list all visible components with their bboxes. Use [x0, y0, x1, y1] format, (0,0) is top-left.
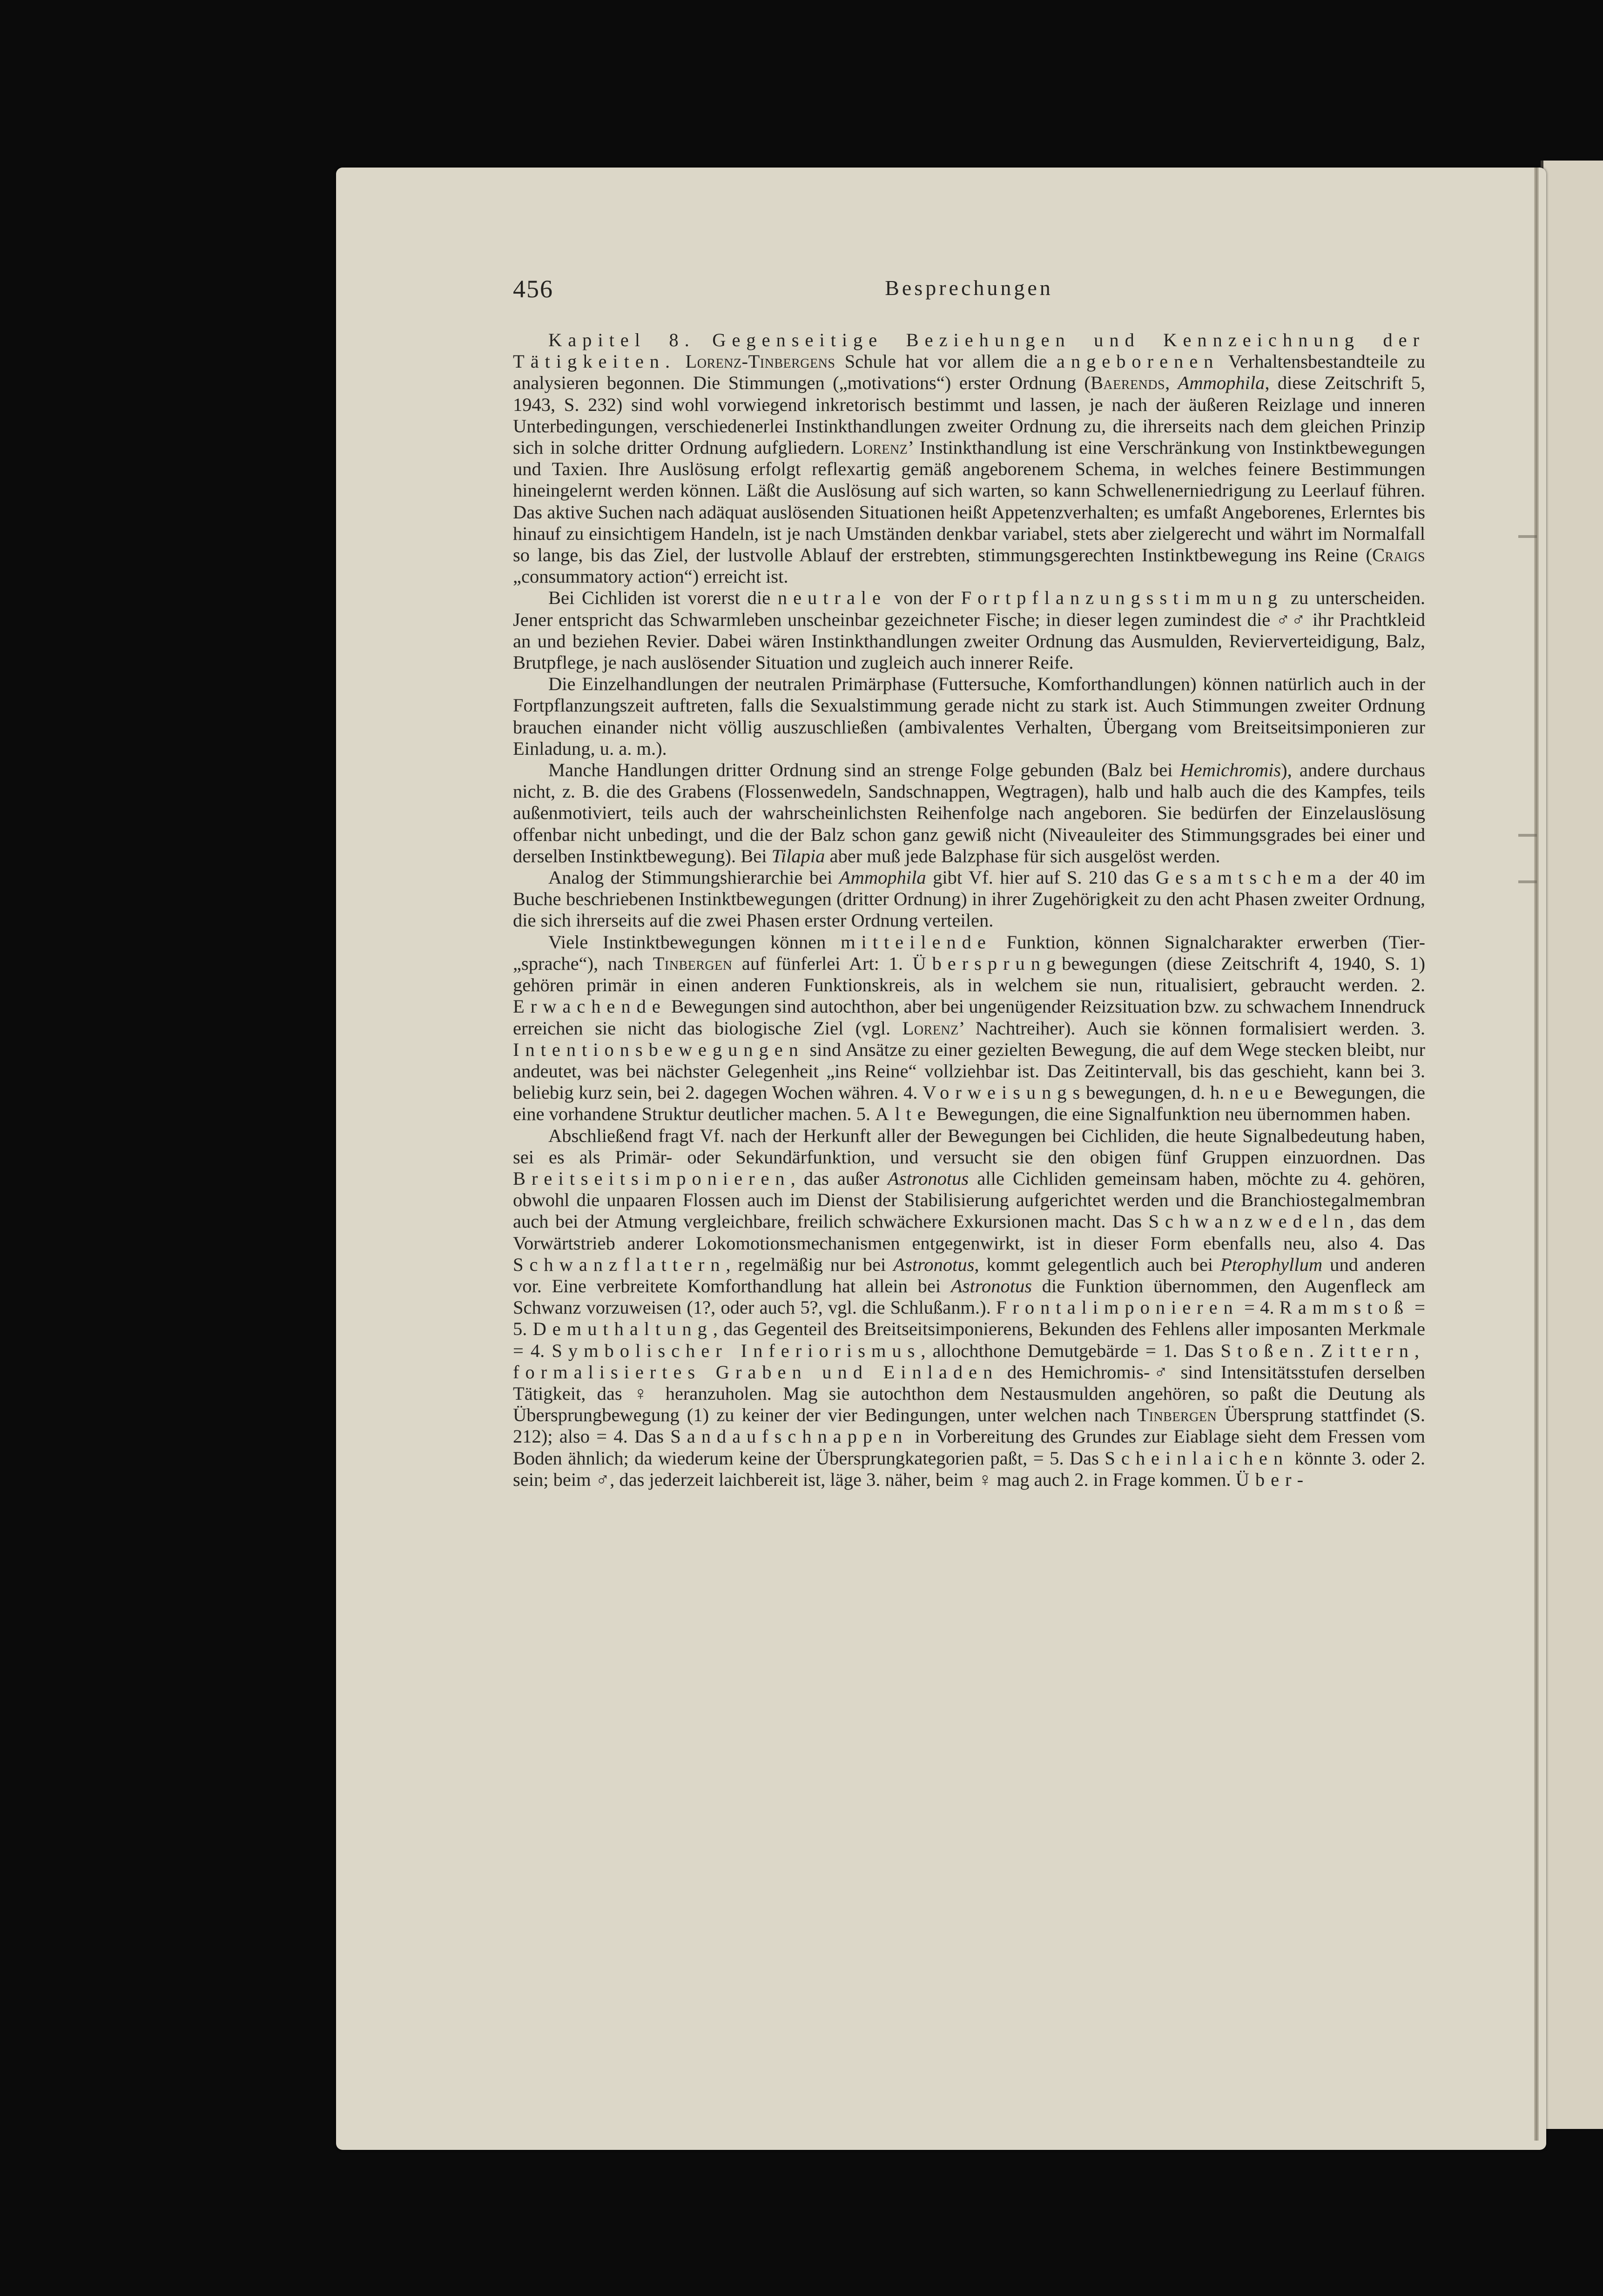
- spaced-emphasis: angeborenen: [1056, 351, 1219, 372]
- page-gutter: [1534, 168, 1539, 2141]
- italic-term: Tilapia: [771, 845, 825, 866]
- spaced-emphasis: Vorweisungs: [923, 1082, 1086, 1103]
- author-name: Lorenz-Tinbergens: [685, 351, 835, 372]
- running-head: Besprechungen: [885, 276, 1053, 300]
- spaced-emphasis: Symbolischer Inferiorismus: [552, 1340, 921, 1361]
- author-name: Lorenz: [851, 437, 908, 458]
- italic-term: Ammophila: [839, 867, 926, 888]
- author-name: Baerends: [1090, 372, 1165, 394]
- italic-term: Astronotus: [893, 1254, 975, 1275]
- spaced-emphasis: Sandaufschnappen: [670, 1426, 909, 1447]
- spaced-emphasis: Schwanzflattern: [513, 1254, 726, 1275]
- italic-term: Astronotus: [888, 1168, 969, 1189]
- author-name: Craigs: [1372, 544, 1425, 566]
- spaced-emphasis: Rammstoß: [1279, 1297, 1409, 1318]
- spaced-emphasis: Gesamtschema: [1155, 867, 1342, 888]
- italic-term: Hemichromis: [1180, 759, 1281, 781]
- paragraph: Analog der Stimmungshierarchie bei Ammophila gibt Vf. hier auf S. 210 das Gesamtschema der 40 im Buche beschriebenen Instinktbewegungen (dritter Ordnung) in ihrer Zugehörigkeit zu den acht Phasen zweiter Ordnung, die sich ihrerseits auf die zwei Phasen erster Ordnung verteilen.: [513, 867, 1426, 931]
- spaced-emphasis: Kapitel 8.: [548, 329, 695, 350]
- spaced-emphasis: mitteilende: [841, 931, 992, 953]
- review-text: [513, 329, 1425, 1800]
- spaced-emphasis: Erwachende: [513, 996, 667, 1017]
- spaced-emphasis: neue: [1229, 1082, 1289, 1103]
- spaced-emphasis: Frontalimponieren: [996, 1297, 1239, 1318]
- paragraph: Bei Cichliden ist vorerst die neutrale von der Fortpflanzungsstimmung zu unterscheiden. Jener entspricht das Schwarmleben unscheinbar gezeichneter Fische; in dieser legen zumindest die ♂♂ ihr Prachtkleid an und beziehen Revier. Dabei wären Instinkthandlungen zweiter Ordnung das Ausmulden, Revierverteidigung, Balz, Brutpflege, je nach auslösender Situation und zugleich auch innerer Reife.: [513, 587, 1425, 673]
- paragraph: Viele Instinktbewegungen können mitteilende Funktion, können Signalcharakter erwerben (Tier-„sprache“), nach Tinbergen auf fünferlei Art: 1. Übersprungbewegungen (diese Zeitschrift 4, 1940, S. 1) gehören primär in einen anderen Funktionskreis, als in welchem sie nun, ritualisiert, gebraucht werden. 2. Erwachende Bewegungen sind autochthon, aber bei ungenügender Reizsituation bzw. zu schwachem Innendruck erreichen sie nicht das biologische Ziel (vgl. Lorenz’ Nachtreiher). Auch sie können formalisiert werden. 3. Intentionsbewegungen sind Ansätze zu einer gezielten Bewegung, die auf dem Wege stecken bleibt, nur andeutet, was bei nächster Gelegenheit „ins Reine“ vollziehbar ist. Das Zeitintervall, bis das geschieht, kann bei 3. beliebig kurz sein, bei 2. dagegen Wochen währen. 4. Vorweisungsbewegungen, d. h. neue Bewegungen, die eine vorhandene Struktur deutlicher machen. 5. Alte Bewegungen, die eine Signalfunktion neu übernommen haben.: [513, 931, 1426, 1125]
- italic-term: Ammophila: [1178, 372, 1265, 394]
- spaced-emphasis: Intentionsbewegungen: [513, 1039, 804, 1060]
- margin-mark: [1518, 880, 1537, 883]
- paragraph: Manche Handlungen dritter Ordnung sind an strenge Folge gebunden (Balz bei Hemichromis), andere durchaus nicht, z. B. die des Grabens (Flossenwedeln, Sandschnappen, Wegtragen), halb und halb auch die des Kampfes, teils außenmotiviert, teils auch der wahrscheinlichsten Reihenfolge nach angeboren. Sie bedürfen der Einzelauslösung offenbar nicht unbedingt, und die der Balz schon ganz gewiß nicht (Niveauleiter des Stimmungsgrades bei einer und derselben Instinktbewegung). Bei Tilapia aber muß jede Balzphase für sich ausgelöst werden.: [513, 759, 1425, 866]
- spaced-emphasis: Breitseitsimponieren: [513, 1168, 791, 1189]
- spaced-emphasis: Demuthaltung: [532, 1318, 713, 1340]
- spaced-emphasis: Fortpflanzungsstimmung: [961, 587, 1284, 609]
- spaced-emphasis: Stoßen: [1220, 1340, 1309, 1361]
- spaced-emphasis: Übersprung: [912, 953, 1062, 974]
- spaced-emphasis: Gegenseitige Beziehungen und Kennzeichnung der Tätigkeiten.: [513, 329, 1425, 372]
- spaced-emphasis: Schwanzwedeln: [1148, 1211, 1350, 1232]
- facing-page-edge: [1541, 161, 1603, 2129]
- margin-mark: [1518, 535, 1537, 538]
- paragraph: Abschließend fragt Vf. nach der Herkunft aller der Bewegungen bei Cichliden, die heute Signalbedeutung haben, sei es als Primär- oder Sekundärfunktion, und versucht sie den obigen fünf Gruppen einzuordnen. Das Breitseitsimponieren, das außer Astronotus alle Cichliden gemeinsam haben, möchte zu 4. gehören, obwohl die unpaaren Flossen auch im Dienst der Stabilisierung aufgerichtet werden und die Branchiostegalmembran auch bei der Atmung vergleichbare, freilich schwächere Exkursionen macht. Das Schwanzwedeln, das dem Vorwärtstrieb anderer Lokomotionsmechanismen entgegenwirkt, ist in dieser Form ebenfalls neu, also 4. Das Schwanzflattern, regelmäßig nur bei Astronotus, kommt gelegentlich auch bei Pterophyllum und anderen vor. Eine verbreitete Komforthandlung hat allein bei Astronotus die Funktion übernommen, den Augenfleck am Schwanz vorzuweisen (1?, oder auch 5?, vgl. die Schlußanm.). Frontalimponieren = 4. Rammstoß = 5. Demuthaltung, das Gegenteil des Breitseitsimponierens, Bekunden des Fehlens aller imposanten Merkmale = 4. Symbolischer Inferiorismus, allochthone Demutgebärde = 1. Das Stoßen. Zittern, formalisiertes Graben und Einladen des Hemichromis-♂ sind Intensitätsstufen derselben Tätigkeit, das ♀ heranzuholen. Mag sie autochthon dem Nestausmulden angehören, so paßt die Deutung als Übersprungbewegung (1) zu keiner der vier Bedingungen, unter welchen nach Tinbergen Übersprung stattfindet (S. 212); also = 4. Das Sandaufschnappen in Vorbereitung des Grundes zur Eiablage sieht dem Fressen vom Boden ähnlich; da wiederum keine der Übersprungkategorien paßt, = 5. Das Scheinlaichen könnte 3. oder 2. sein; beim ♂, das jederzeit laichbereit ist, läge 3. näher, beim ♀ mag auch 2. in Frage kommen. Über-: [513, 1125, 1426, 1490]
- spaced-emphasis: neutrale: [777, 587, 887, 609]
- spaced-emphasis: Zittern, formalisiertes Graben und Einladen: [513, 1340, 1426, 1383]
- italic-term: Astronotus: [950, 1275, 1032, 1296]
- page-header: [513, 275, 1425, 312]
- author-name: Tinbergen: [1137, 1404, 1217, 1426]
- spaced-emphasis: Alte: [875, 1103, 932, 1125]
- margin-mark: [1518, 834, 1537, 837]
- spaced-emphasis: Über-: [1235, 1469, 1310, 1490]
- spaced-emphasis: Scheinlaichen: [1105, 1447, 1289, 1469]
- paragraph: Die Einzelhandlungen der neutralen Primärphase (Futtersuche, Komforthandlungen) können natürlich auch in der Fortpflanzungszeit auftreten, falls die Sexualstimmung gerade nicht zu stark ist. Auch Stimmungen zweiter Ordnung brauchen einander nicht völlig auszuschließen (ambivalentes Verhalten, Übergang vom Breitseitsimponieren zur Einladung, u. a. m.).: [513, 673, 1425, 759]
- author-name: Tinbergen: [653, 953, 733, 974]
- page-number: 456: [513, 275, 553, 303]
- paragraph: Kapitel 8. Gegenseitige Beziehungen und Kennzeichnung der Tätigkeiten. Lorenz-Tinbergens Schule hat vor allem die angeborenen Verhaltensbestandteile zu analysieren begonnen. Die Stimmungen („motivations“) erster Ordnung (Baerends, Ammophila, diese Zeitschrift 5, 1943, S. 232) sind wohl vorwiegend inkretorisch bestimmt und lassen, je nach der äußeren Reizlage und inneren Unterbedingungen, verschiedenerlei Instinkthandlungen zweiter Ordnung zu, die ihrerseits nach dem gleichen Prinzip sich in solche dritter Ordnung aufgliedern. Lorenz’ Instinkthandlung ist eine Verschränkung von Instinktbewegungen und Taxien. Ihre Auslösung erfolgt reflexartig gemäß angeborenem Schema, in welches feinere Bestimmungen hineingelernt werden können. Läßt die Auslösung auf sich warten, so kann Schwellenerniedrigung zu Leerlauf führen. Das aktive Suchen nach adäquat auslösenden Situationen heißt Appetenzverhalten; es umfaßt Angeborenes, Erlerntes bis hinauf zu einsichtigem Handeln, ist je nach Umständen denkbar variabel, stets aber zielgerecht und währt im Normalfall so lange, bis das Ziel, der lustvolle Ablauf der erstrebten, stimmungsgerechten Instinktbewegung ins Reine (Craigs „consummatory action“) erreicht ist.: [513, 329, 1426, 587]
- italic-term: Pterophyllum: [1220, 1254, 1323, 1275]
- author-name: Lorenz: [902, 1017, 959, 1039]
